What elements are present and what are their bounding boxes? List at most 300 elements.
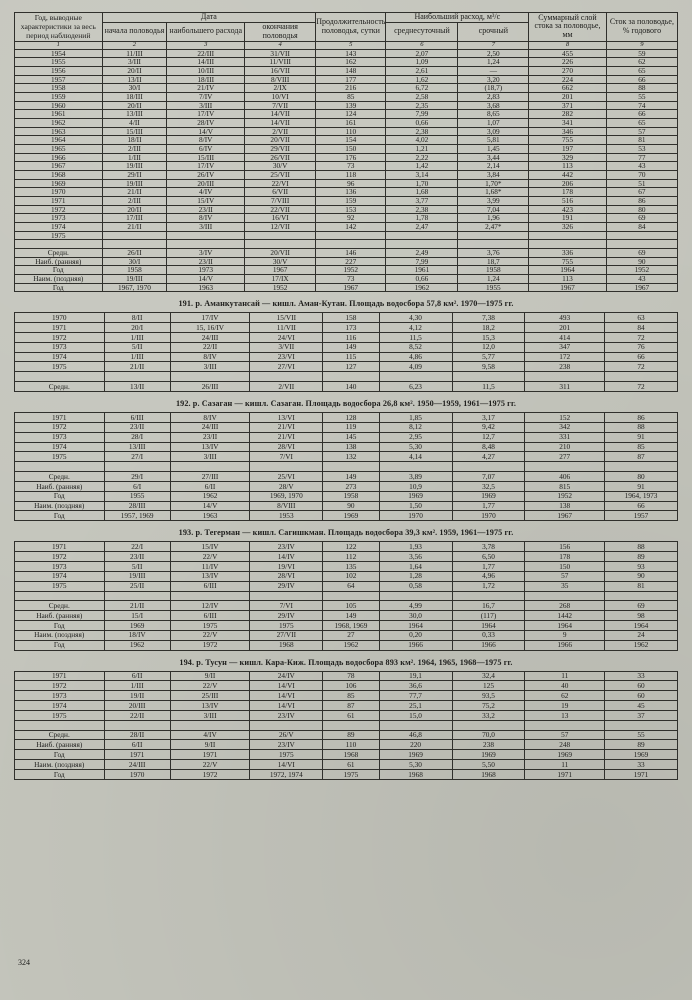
summary-cell-8: 90: [606, 257, 677, 266]
summary-cell-4: 227: [316, 257, 386, 266]
year-cell-8: 53: [606, 145, 677, 154]
summary-row: [15, 730, 678, 740]
year-cell-2: 14/III: [167, 58, 245, 67]
section-table-4: [14, 671, 678, 780]
data-row: [15, 196, 678, 205]
year-cell-3: 8/VIII: [245, 75, 316, 84]
year-cell-7: 423: [529, 205, 607, 214]
year-cell-1: 20/II: [102, 205, 167, 214]
data-row: [15, 542, 678, 552]
summary-cell-6: 0,33: [452, 630, 525, 640]
year-cell-5: 1,85: [379, 413, 452, 423]
summary-cell-3: 20/VII: [245, 248, 316, 257]
summary-cell-7: 1967: [529, 283, 607, 292]
section-title-2: 192. р. Сазаган — кишл. Сазаган. Площадь водосбора 26,8 км². 1950—1959, 1961—1975 гг.: [175, 399, 517, 409]
col-num-1: 1: [15, 41, 103, 49]
year-cell-4: 143: [316, 49, 386, 58]
year-cell-5: 1,21: [386, 145, 458, 154]
row-separator: [15, 591, 678, 601]
year-cell-6: 9,58: [452, 362, 525, 372]
year-cell-2: 4/IV: [167, 188, 245, 197]
summary-cell-5: 1,50: [379, 501, 452, 511]
year-cell-1: 1/III: [104, 332, 170, 342]
summary-cell-3: 1972, 1974: [250, 770, 323, 780]
year-cell-2: 18/III: [167, 75, 245, 84]
summary-cell-5: 1966: [379, 640, 452, 650]
summary-cell-7: 1969: [525, 750, 605, 760]
year-cell-8: 43: [606, 162, 677, 171]
year-cell-2: 3/III: [170, 710, 250, 720]
year-cell-3: 13/VI: [250, 413, 323, 423]
year-cell-7: 493: [525, 313, 605, 323]
year-cell-6: 3,09: [458, 127, 529, 136]
summary-cell-1: 6/II: [104, 740, 170, 750]
col-num-9: 9: [606, 41, 677, 49]
year-cell-7: 40: [525, 681, 605, 691]
data-row: [15, 84, 678, 93]
separator-cell: [605, 591, 678, 601]
year-cell-2: 22/V: [170, 681, 250, 691]
summary-cell-8: 43: [606, 274, 677, 283]
summary-cell-5: 1968: [379, 770, 452, 780]
year-cell-3: 29/IV: [250, 581, 323, 591]
separator-cell: [605, 462, 678, 472]
summary-cell-7: 311: [525, 382, 605, 392]
summary-cell-4: 27: [323, 630, 379, 640]
section-title-4: 194. р. Тусун — кишл. Кара-Киж. Площадь водосбора 893 км². 1964, 1965, 1968—1975 гг.: [179, 657, 513, 667]
year-cell-2: 15/IV: [167, 196, 245, 205]
year-cell-6: 1,45: [458, 145, 529, 154]
year-cell-2: 3/III: [167, 101, 245, 110]
summary-cell-2: 22/V: [170, 760, 250, 770]
summary-row: [15, 601, 678, 611]
summary-cell-3: 7/VI: [250, 601, 323, 611]
separator-cell: [15, 462, 105, 472]
separator-cell: [452, 591, 525, 601]
summary-cell-5: 0,20: [379, 630, 452, 640]
separator-cell: [323, 462, 379, 472]
year-cell-8: 45: [605, 701, 678, 711]
year-cell-2: 17/IV: [170, 313, 250, 323]
summary-cell-7: 1971: [525, 770, 605, 780]
year-cell-5: 1,70: [386, 179, 458, 188]
section-title-1: 191. р. Аманкутансай — кишл. Аман-Кутан. Площадь водосбора 57,8 км². 1970—1975 гг.: [178, 299, 514, 309]
year-cell-7: 178: [529, 188, 607, 197]
separator-cell: [15, 591, 105, 601]
year-cell-5: 19,1: [379, 671, 452, 681]
year-cell-0: 1967: [15, 162, 103, 171]
summary-cell-3: 1969, 1970: [250, 491, 323, 501]
header-total-layer: Суммарный слой стока за половодье, мм: [529, 13, 607, 42]
year-cell-0: 1974: [15, 701, 105, 711]
summary-cell-6: 7,07: [452, 472, 525, 482]
header-stub: Год, выводные характеристики за весь период наблюдений: [15, 13, 103, 42]
year-cell-1: 21/II: [104, 362, 170, 372]
year-cell-4: 116: [323, 332, 379, 342]
year-cell-0: 1973: [15, 432, 105, 442]
year-cell-2: 21/IV: [167, 84, 245, 93]
year-cell-6: —: [458, 67, 529, 76]
data-row: [15, 671, 678, 681]
year-cell-2: 22/III: [167, 49, 245, 58]
year-cell-0: 1974: [15, 442, 105, 452]
summary-cell-1: 28/II: [104, 730, 170, 740]
year-cell-2: 15, 16/IV: [170, 323, 250, 333]
summary-cell-7: 406: [525, 472, 605, 482]
summary-cell-1: 1958: [102, 266, 167, 275]
year-cell-2: 13/IV: [170, 701, 250, 711]
year-cell-6: 3,68: [458, 101, 529, 110]
separator-cell: [525, 462, 605, 472]
summary-cell-0: Год: [15, 266, 103, 275]
data-row: [15, 67, 678, 76]
year-cell-2: 8/IV: [170, 413, 250, 423]
year-cell-1: 4/II: [102, 119, 167, 128]
summary-cell-2: 14/V: [170, 501, 250, 511]
year-cell-3: 15/VII: [250, 313, 323, 323]
year-cell-3: 12/VII: [245, 222, 316, 231]
summary-cell-4: 273: [323, 481, 379, 491]
summary-cell-1: 18/IV: [104, 630, 170, 640]
data-row: [15, 222, 678, 231]
summary-cell-4: 1967: [316, 283, 386, 292]
separator-cell: [379, 720, 452, 730]
summary-cell-3: 23/IV: [250, 740, 323, 750]
year-cell-1: 20/II: [102, 101, 167, 110]
year-cell-2: 3/III: [170, 452, 250, 462]
data-row: [15, 422, 678, 432]
summary-cell-4: 73: [316, 274, 386, 283]
summary-cell-4: 105: [323, 601, 379, 611]
summary-cell-5: 5,30: [379, 760, 452, 770]
year-cell-0: 1958: [15, 84, 103, 93]
summary-row: [15, 283, 678, 292]
year-cell-2: 15/IV: [170, 542, 250, 552]
year-cell-8: 88: [605, 542, 678, 552]
data-row: [15, 342, 678, 352]
summary-cell-3: 28/V: [250, 481, 323, 491]
summary-cell-8: 24: [605, 630, 678, 640]
year-cell-4: 153: [316, 205, 386, 214]
summary-cell-0: Средн.: [15, 248, 103, 257]
year-cell-5: 0,66: [386, 119, 458, 128]
year-cell-8: 62: [606, 58, 677, 67]
year-cell-3: 3/VII: [250, 342, 323, 352]
summary-cell-3: 1975: [250, 621, 323, 631]
year-cell-4: 139: [316, 101, 386, 110]
summary-cell-6: (117): [452, 611, 525, 621]
year-cell-5: 25,1: [379, 701, 452, 711]
summary-cell-4: 89: [323, 730, 379, 740]
year-cell-5: 2,95: [379, 432, 452, 442]
summary-cell-3: 1953: [250, 511, 323, 521]
year-cell-5: 5,30: [379, 442, 452, 452]
year-cell-8: 90: [605, 571, 678, 581]
year-cell-7: 201: [529, 93, 607, 102]
year-cell-1: 20/III: [104, 701, 170, 711]
summary-cell-1: 1955: [104, 491, 170, 501]
summary-row: [15, 472, 678, 482]
summary-cell-1: 24/III: [104, 760, 170, 770]
year-cell-1: 18/II: [102, 136, 167, 145]
year-cell-0: 1972: [15, 681, 105, 691]
summary-cell-5: 46,8: [379, 730, 452, 740]
year-cell-3: 22/VII: [245, 205, 316, 214]
year-cell-0: 1970: [15, 313, 105, 323]
separator-cell: [250, 372, 323, 382]
year-cell-7: 341: [529, 119, 607, 128]
year-cell-5: 2,22: [386, 153, 458, 162]
year-cell-5: 0,58: [379, 581, 452, 591]
summary-cell-6: 5,50: [452, 760, 525, 770]
year-cell-8: 69: [606, 214, 677, 223]
summary-cell-8: 91: [605, 481, 678, 491]
year-cell-3: 14/VI: [250, 691, 323, 701]
year-cell-6: 18,2: [452, 323, 525, 333]
summary-row: [15, 640, 678, 650]
header-maxflow-group: Наибольший расход, м³/с: [386, 13, 529, 23]
year-cell-7: 191: [529, 214, 607, 223]
summary-cell-8: 89: [605, 740, 678, 750]
summary-cell-5: 1964: [379, 621, 452, 631]
summary-cell-3: 29/IV: [250, 611, 323, 621]
year-cell-4: 119: [323, 422, 379, 432]
year-cell-4: 102: [323, 571, 379, 581]
year-cell-4: 136: [316, 188, 386, 197]
summary-cell-2: 12/IV: [170, 601, 250, 611]
year-cell-0: 1974: [15, 222, 103, 231]
year-cell-7: 238: [525, 362, 605, 372]
header-date-start: начала половодья: [102, 22, 167, 41]
year-cell-6: 4,27: [452, 452, 525, 462]
summary-cell-6: 1969: [452, 491, 525, 501]
summary-cell-2: 1971: [170, 750, 250, 760]
year-cell-3: 11/VIII: [245, 58, 316, 67]
year-cell-4: 158: [323, 313, 379, 323]
year-cell-7: 150: [525, 561, 605, 571]
year-cell-6: 12,0: [452, 342, 525, 352]
summary-cell-7: 11: [525, 760, 605, 770]
summary-cell-0: Наиб. (ранняя): [15, 257, 103, 266]
year-cell-1: 1/III: [104, 681, 170, 691]
year-cell-4: 118: [316, 170, 386, 179]
data-row: [15, 170, 678, 179]
year-cell-5: 2,61: [386, 67, 458, 76]
separator-cell: [104, 372, 170, 382]
year-cell-1: 8/II: [104, 313, 170, 323]
summary-cell-0: Год: [15, 621, 105, 631]
year-cell-3: 28/VI: [250, 442, 323, 452]
year-cell-0: 1972: [15, 422, 105, 432]
year-cell-5: 1,28: [379, 571, 452, 581]
year-cell-4: 177: [316, 75, 386, 84]
year-cell-2: 17/IV: [167, 110, 245, 119]
year-cell-1: 19/III: [102, 179, 167, 188]
year-cell-6: 1,70*: [458, 179, 529, 188]
year-cell-2: 8/IV: [167, 214, 245, 223]
year-cell-3: 14/VI: [250, 681, 323, 691]
year-cell-0: 1971: [15, 413, 105, 423]
year-cell-2: 25/III: [170, 691, 250, 701]
summary-cell-2: 6/II: [170, 481, 250, 491]
year-cell-6: 8,48: [452, 442, 525, 452]
summary-cell-6: 70,0: [452, 730, 525, 740]
summary-cell-4: 1968, 1969: [323, 621, 379, 631]
year-cell-7: 455: [529, 49, 607, 58]
year-cell-1: 19/III: [102, 162, 167, 171]
summary-cell-1: 15/I: [104, 611, 170, 621]
year-cell-0: 1955: [15, 58, 103, 67]
summary-cell-0: Год: [15, 750, 105, 760]
summary-cell-6: 1970: [452, 511, 525, 521]
summary-cell-6: 18,7: [458, 257, 529, 266]
year-cell-8: 59: [606, 49, 677, 58]
year-cell-5: 1,62: [386, 75, 458, 84]
year-cell-6: 1,24: [458, 58, 529, 67]
year-cell-1: 13/III: [104, 442, 170, 452]
summary-cell-6: 1958: [458, 266, 529, 275]
year-cell-4: 138: [323, 442, 379, 452]
year-cell-6: 6,50: [452, 552, 525, 562]
separator-cell: [525, 372, 605, 382]
year-cell-6: 3,20: [458, 75, 529, 84]
year-cell-2: 24/III: [170, 422, 250, 432]
year-cell-6: 2,83: [458, 93, 529, 102]
summary-cell-3: 26/V: [250, 730, 323, 740]
year-cell-6: 5,81: [458, 136, 529, 145]
summary-cell-6: 1,24: [458, 274, 529, 283]
year-cell-1: 28/I: [104, 432, 170, 442]
summary-cell-6: 1966: [452, 640, 525, 650]
summary-cell-6: 3,76: [458, 248, 529, 257]
separator-cell: [170, 372, 250, 382]
year-cell-8: 84: [605, 323, 678, 333]
summary-cell-6: 1969: [452, 750, 525, 760]
year-cell-0: 1973: [15, 342, 105, 352]
year-cell-5: 1,42: [386, 162, 458, 171]
summary-cell-5: 10,9: [379, 481, 452, 491]
summary-cell-8: 1971: [605, 770, 678, 780]
year-cell-0: 1959: [15, 93, 103, 102]
year-cell-3: 2/VII: [245, 127, 316, 136]
summary-cell-0: Наиб. (ранняя): [15, 740, 105, 750]
summary-cell-1: 6/I: [104, 481, 170, 491]
summary-cell-4: 146: [316, 248, 386, 257]
summary-cell-3: 14/VI: [250, 760, 323, 770]
year-cell-3: 24/IV: [250, 671, 323, 681]
year-cell-7: 414: [525, 332, 605, 342]
year-cell-8: 57: [606, 127, 677, 136]
header-runoff: Сток за половодье, % годового: [606, 13, 677, 42]
summary-cell-7: 815: [525, 481, 605, 491]
separator-cell: [452, 720, 525, 730]
main-table-body: [15, 49, 678, 291]
year-cell-2: 22/V: [170, 552, 250, 562]
separator-cell: [323, 372, 379, 382]
separator-cell: [605, 372, 678, 382]
year-cell-7: 152: [525, 413, 605, 423]
year-cell-8: 86: [606, 196, 677, 205]
col-num-3: 3: [167, 41, 245, 49]
year-cell-8: 66: [605, 352, 678, 362]
year-cell-2: 9/II: [170, 671, 250, 681]
summary-cell-5: 220: [379, 740, 452, 750]
summary-cell-4: 1958: [323, 491, 379, 501]
page-sheet: [14, 12, 678, 980]
year-cell-0: 1974: [15, 571, 105, 581]
year-cell-6: 3,44: [458, 153, 529, 162]
data-row: [15, 681, 678, 691]
summary-cell-8: 55: [605, 730, 678, 740]
data-row: [15, 93, 678, 102]
summary-cell-8: 69: [606, 248, 677, 257]
summary-cell-1: 28/III: [104, 501, 170, 511]
year-cell-2: 24/III: [170, 332, 250, 342]
year-cell-5: 3,14: [386, 170, 458, 179]
year-cell-6: 125: [452, 681, 525, 691]
summary-cell-1: 1967, 1970: [102, 283, 167, 292]
year-cell-6: 2,50: [458, 49, 529, 58]
summary-cell-0: Средн.: [15, 601, 105, 611]
year-cell-8: 66: [606, 110, 677, 119]
data-row: [15, 323, 678, 333]
year-cell-4: 149: [323, 342, 379, 352]
year-cell-0: 1960: [15, 101, 103, 110]
summary-cell-3: 30/V: [245, 257, 316, 266]
year-cell-4: 106: [323, 681, 379, 691]
main-table: [14, 12, 678, 292]
year-cell-2: 26/IV: [167, 170, 245, 179]
year-cell-3: 6/VII: [245, 188, 316, 197]
year-cell-0: 1973: [15, 214, 103, 223]
year-cell-4: 150: [316, 145, 386, 154]
year-cell-0: 1954: [15, 49, 103, 58]
summary-cell-0: Средн.: [15, 382, 105, 392]
summary-cell-2: 1972: [170, 640, 250, 650]
data-row: [15, 432, 678, 442]
year-cell-4: 112: [323, 552, 379, 562]
summary-cell-8: 98: [605, 611, 678, 621]
summary-cell-6: 32,5: [452, 481, 525, 491]
summary-cell-5: 0,66: [386, 274, 458, 283]
separator-cell: [15, 372, 105, 382]
year-cell-6: 3,84: [458, 170, 529, 179]
summary-cell-0: Год: [15, 491, 105, 501]
year-cell-5: 7,99: [386, 110, 458, 119]
summary-cell-8: 1962: [605, 640, 678, 650]
year-cell-3: 28/VI: [250, 571, 323, 581]
data-row: [15, 231, 678, 240]
year-cell-1: 19/II: [104, 691, 170, 701]
year-cell-6: 1,07: [458, 119, 529, 128]
data-row: [15, 332, 678, 342]
summary-cell-1: 26/II: [102, 248, 167, 257]
summary-cell-7: 336: [529, 248, 607, 257]
year-cell-4: 154: [316, 136, 386, 145]
year-cell-2: 7/IV: [167, 93, 245, 102]
col-num-8: 8: [529, 41, 607, 49]
summary-cell-7: 248: [525, 740, 605, 750]
summary-cell-7: 755: [529, 257, 607, 266]
summary-cell-6: 11,5: [452, 382, 525, 392]
year-cell-6: 3,78: [452, 542, 525, 552]
summary-row: [15, 266, 678, 275]
separator-cell: [379, 372, 452, 382]
year-cell-0: 1971: [15, 542, 105, 552]
summary-cell-5: 1961: [386, 266, 458, 275]
separator-cell: [323, 720, 379, 730]
year-cell-3: 27/VI: [250, 362, 323, 372]
